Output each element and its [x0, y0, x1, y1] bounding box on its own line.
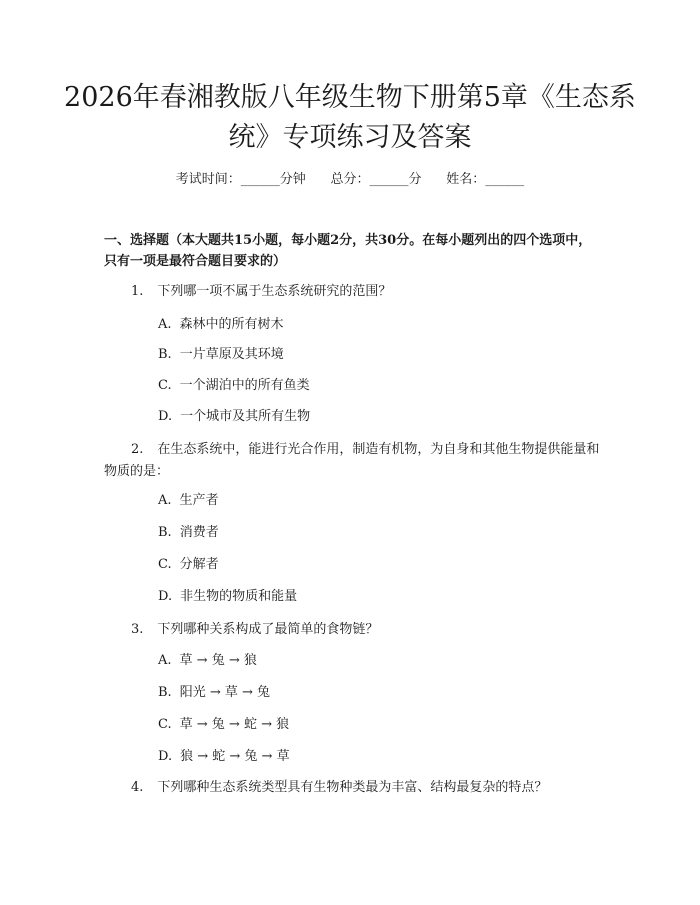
option-letter: A. — [158, 317, 172, 332]
exam-meta-line: 考试时间：______分钟 总分：______分 姓名：______ — [175, 172, 525, 187]
option-letter: B. — [158, 347, 172, 362]
question-number: 2. — [131, 442, 144, 457]
option-item — [158, 316, 284, 334]
question-2 — [104, 439, 600, 483]
question-number: 4. — [131, 780, 144, 795]
option-letter: B. — [158, 685, 172, 700]
option-item — [158, 524, 219, 542]
option-item — [158, 492, 219, 510]
option-item — [158, 748, 290, 766]
question-number: 3. — [131, 622, 144, 637]
option-item — [158, 652, 257, 670]
option-item — [158, 588, 297, 606]
option-letter: A. — [158, 653, 172, 668]
option-letter: C. — [158, 378, 172, 393]
option-text: 消费者 — [179, 525, 219, 540]
option-text: 非生物的物质和能量 — [180, 589, 298, 604]
option-text: 一个城市及其所有生物 — [180, 409, 311, 424]
question-text: 下列哪种生态系统类型具有生物种类最为丰富、结构最复杂的特点？ — [157, 780, 548, 795]
question-text: 在生态系统中，能进行光合作用，制造有机物，为自身和其他生物提供能量和物质的是： — [104, 442, 600, 479]
option-text: 狼 → 蛇 → 兔 → 草 — [180, 749, 290, 764]
option-text: 生产者 — [179, 493, 219, 508]
option-text: 草 → 兔 → 狼 — [179, 653, 257, 668]
question-1 — [104, 281, 600, 303]
option-letter: D. — [158, 409, 173, 424]
option-text: 阳光 → 草 → 兔 — [179, 685, 271, 700]
option-item — [158, 408, 310, 426]
question-3 — [104, 619, 600, 641]
option-item — [158, 377, 310, 395]
question-4 — [104, 777, 600, 799]
option-item — [158, 346, 284, 364]
option-letter: D. — [158, 749, 173, 764]
question-text: 下列哪种关系构成了最简单的食物链？ — [157, 622, 379, 637]
option-letter: C. — [158, 717, 172, 732]
question-text: 下列哪一项不属于生态系统研究的范围？ — [157, 284, 392, 299]
option-item — [158, 716, 289, 734]
question-number: 1. — [131, 284, 144, 299]
option-text: 一个湖泊中的所有鱼类 — [179, 378, 310, 393]
option-letter: C. — [158, 557, 172, 572]
option-item — [158, 684, 270, 702]
document-title: 2026年春湘教版八年级生物下册第5章《生态系统》专项练习及答案 — [64, 82, 636, 153]
option-text: 一片草原及其环境 — [179, 347, 284, 362]
option-item — [158, 556, 219, 574]
section-heading: 一、选择题（本大题共15小题，每小题2分，共30分。在每小题列出的四个选项中，只有一项是最符合题目要求的） — [104, 233, 592, 269]
option-text: 分解者 — [179, 557, 219, 572]
option-letter: B. — [158, 525, 172, 540]
option-text: 森林中的所有树木 — [179, 317, 284, 332]
option-text: 草 → 兔 → 蛇 → 狼 — [179, 717, 290, 732]
option-letter: D. — [158, 589, 173, 604]
option-letter: A. — [158, 493, 172, 508]
